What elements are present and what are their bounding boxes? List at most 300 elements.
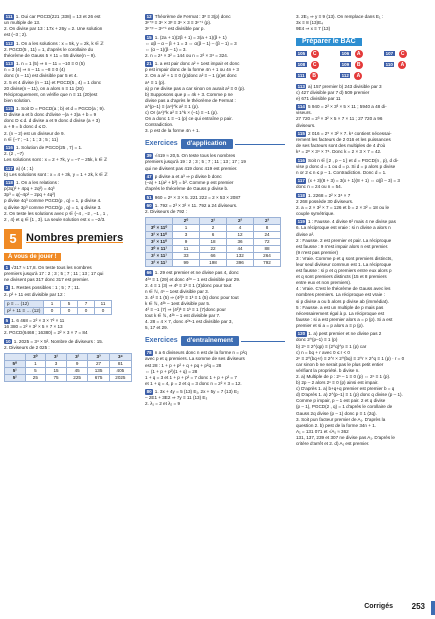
text-line: Soit n ∈ ⟦2 , p – 1⟧ et d = PGCD(n , p), d di- xyxy=(308,157,399,163)
table-row xyxy=(146,253,281,260)
text-line: donc (n – 11) est divisible par 5 et 4. xyxy=(4,73,78,79)
table-cell: 7 xyxy=(78,300,95,307)
text-line: question 2. b) pest de la forme 34n + 1. xyxy=(296,422,377,428)
text-line: 3 : Vraie. Comme p et q sont premiers distincts, xyxy=(296,255,393,261)
answer-letter-badge: A xyxy=(355,50,363,58)
text-line: 2. a = 2 × 3² × 7 = 126 et b = 2 × 3² = 18 ou le xyxy=(296,204,390,210)
text-line: rement les facteurs de 2 016 et les puissances xyxy=(296,137,391,143)
bac-answer xyxy=(340,72,384,80)
text-line: divise a². xyxy=(296,231,315,237)
exercise-number: 113 xyxy=(5,61,13,67)
text-line: 2. 5 et 4 divise (n – 11) et PGCD(5 , 4) = 1 donc xyxy=(4,79,102,85)
chapter-number-badge: 5 xyxy=(4,229,22,249)
text-line: 1. 792 = 2³ × 3² × 11. 792 a 24 diviseurs. xyxy=(154,202,238,208)
section-rule xyxy=(235,144,285,145)
exercise-number: 108 xyxy=(297,61,306,67)
answer-letter-badge: B xyxy=(310,72,318,80)
table-cell: 198 xyxy=(200,260,227,267)
exercise-3 xyxy=(4,285,132,297)
chapter-header xyxy=(4,229,132,249)
text-line: n ∈ ℕ, 4ⁿ – 1est divisible par 3. xyxy=(145,288,210,294)
text-line: 1. Soit D = PGCD(a ; b) et d = PGCD(a ; 9). xyxy=(16,106,105,112)
exercise-111 xyxy=(4,14,132,38)
table-cell: 5¹ xyxy=(5,368,26,375)
text-line: ne divisent pas 317 donc 317 est premier. xyxy=(4,277,90,283)
bac-answer xyxy=(340,61,384,69)
text-line: p est impair donc de la forme 4n + 1 ou 4n + 3 xyxy=(145,67,239,73)
table-cell: 3⁰ xyxy=(25,354,46,361)
text-line: c) Or (a⁴)^k a² ≡ 1^k × (–1) ≡ –1 (p). xyxy=(145,110,219,115)
exercise-78 xyxy=(145,350,285,387)
table-cell: 2³ xyxy=(254,218,281,225)
section-tab-vous-de-jouer: À vous de jouer ! xyxy=(4,253,61,261)
text-line: critère d'arrêt et 2. d) A₁ est premier. xyxy=(296,441,370,446)
text-line: 2 : Fausse. 2 est premier et pair. La réciproque xyxy=(296,237,392,243)
text-line: 3. 2E₃ ⇒ y ≡ 9 (13). On remplace dans E₁ : xyxy=(296,14,384,19)
page-footer xyxy=(0,601,435,615)
text-line: Gauss 2q divise (p – 1) donc p ≡ 1 (2q). xyxy=(296,410,377,416)
table-cell: 27 xyxy=(88,361,109,368)
exercise-15 xyxy=(145,35,285,59)
exercise-117-bac xyxy=(296,178,433,190)
table-cell: 72 xyxy=(254,239,281,246)
table-header-row xyxy=(5,354,132,361)
text-line: 5 : Fausse. a est un multiple de p mais pas xyxy=(296,304,384,310)
text-line: premier et si a = p alors a ≡ p (p). xyxy=(296,322,364,328)
text-line: e) 671 divisible par 11 xyxy=(296,95,341,101)
answer-letter-badge: C xyxy=(311,50,319,58)
text-line: 1. (2a + 1)(2β + 1) = 3(a + 1)(β + 1) xyxy=(154,34,227,40)
exercise-113-bac xyxy=(296,84,433,102)
table-cell: 405 xyxy=(109,368,131,375)
table-cell: 24 xyxy=(254,232,281,239)
exercise-number: 3 xyxy=(5,285,9,291)
section-header-entrainement xyxy=(145,336,285,346)
bac-answer xyxy=(384,61,428,69)
exercise-66 xyxy=(145,270,285,331)
table-cell: 0 xyxy=(61,307,78,314)
table-cell: 2² xyxy=(227,218,254,225)
exercise-120-bac xyxy=(296,331,433,447)
text-line: b) Supposons que p = 4k + 3. Comme p ne xyxy=(145,91,233,97)
table-cell: 396 xyxy=(227,260,254,267)
text-line: 16 380 = 2² × 3² × 5 × 7 × 13 xyxy=(4,324,63,330)
text-line: √317 ≈ 17,8. On teste tous les nombres xyxy=(11,264,92,270)
text-line: 2. (n – 2) est un diviseur de 9. xyxy=(4,130,65,136)
text-line: est fausse : si p et q premiers entre eux alors p xyxy=(296,268,392,274)
exercise-47 xyxy=(145,174,285,192)
text-line: 5, 17 et 29. xyxy=(145,325,168,331)
exercise-51 xyxy=(145,195,285,201)
text-line: 3p³ = q(–4p² – 2pq + 4q²) xyxy=(4,192,56,198)
text-line: 1 + q = 3 et 1 + p + p² = 7 donc 1 + p + p² = 7 xyxy=(145,374,237,380)
exercise-number: 21 xyxy=(146,61,152,67)
text-line: 5 940 = 2² × 3³ × 5 × 11 ; 5940 a 48 di- xyxy=(308,104,387,110)
text-line: un multiple de 13. xyxy=(4,20,41,26)
text-line: √419 ≈ 20,5. On teste tous les nombres xyxy=(154,153,236,159)
table-row xyxy=(5,375,132,382)
text-line: b) Les solutions sont : x = 4 + 3k, y = 1 + 2k, k ∈ ℤ xyxy=(4,171,108,177)
exercise-119-bac xyxy=(296,219,433,329)
table-cell: 3¹ × 11¹ xyxy=(146,253,173,260)
text-line: entre eux et non premiers). xyxy=(296,280,352,286)
text-line: n = 3 (4) ⇒ n – 11 = –8 ≡ 0 (4) xyxy=(4,67,66,73)
table-cell: 5⁰ xyxy=(5,361,26,368)
text-line: est (–3 ; 2). xyxy=(4,32,28,38)
exercise-1 xyxy=(4,265,132,283)
text-line: (9 n'est pas premier) xyxy=(296,249,338,255)
text-line: donc n = 24 ou n = 54. xyxy=(296,184,342,190)
text-line: 3ⁿ⁺ᵖ ≡ 3ⁿ × 3ᵖ ≡ 3ⁿ × 3 ≡ 3ⁿ⁺¹ (p). xyxy=(145,20,212,26)
text-line: 1. a) pest premier et ne divise pas 2 xyxy=(308,331,382,337)
text-line: Réciproquement, on vérifie que n ≡ 11 (20)est xyxy=(4,91,98,97)
footer-section-label: Corrigés xyxy=(364,603,393,610)
text-line: 2. λ₁ = 2 et λ₂ = 9 xyxy=(145,401,180,407)
text-line: 1 : Fausse. 4 divise 6² mais 4 ne divise pas xyxy=(308,219,396,225)
table-cell: 2025 xyxy=(109,375,131,382)
table-row xyxy=(5,368,132,375)
answer-letter-badge: C xyxy=(399,50,407,58)
text-line: Les solutions sont : x = 2 + 7k, y = –7 – 25k, k ∈ ℤ xyxy=(4,157,108,163)
table-cell: 3² × 11⁰ xyxy=(146,239,173,246)
table-cell: 22 xyxy=(200,246,227,253)
table-cell: 18 xyxy=(200,239,227,246)
text-line: 2 , 4} et q ∈ {1 , 3}. La seule solution est x = –2/3. xyxy=(4,216,106,222)
text-line: de ses facteurs sont des multiples de 4 d'où xyxy=(296,143,386,149)
exercise-number: 15 xyxy=(146,34,152,40)
text-line: 4 : Vraie. C'est le théorème de Gauss avec les xyxy=(296,286,391,292)
table-cell: 45 xyxy=(66,368,87,375)
exercise-39 xyxy=(145,153,285,171)
exercise-number: 118 xyxy=(297,192,305,198)
text-line: D divise a et b donc d'divise –(a + 3)a + b = 9 xyxy=(4,112,97,118)
text-line: 4² ≡ –1 (7) ⇒ (4²)ᵏ ≡ 1ᵏ ≡ 1 (7)donc pour xyxy=(145,306,226,312)
text-line: 2. (2 , –7) xyxy=(4,151,24,157)
exercise-118 xyxy=(4,180,132,223)
text-line: 3. p est de la forme 4n + 1. xyxy=(145,128,200,134)
answer-letter-badge: B xyxy=(355,61,363,69)
page-number: 253 xyxy=(411,602,425,611)
table-cell: 44 xyxy=(227,246,254,253)
text-line: a) (4 ; 1) xyxy=(16,165,34,171)
text-line: k⁴ = 2⁸ × 3⁴ × 7⁴. Donc k = 2 × 3 × 7 = 42. xyxy=(296,149,382,155)
text-line: premiers jusqu'à 19 : 2 ; 3 ; 5 ; 7 ; 11 ; 13 ; 17 ; 19 xyxy=(145,159,246,165)
text-line: On a donc 1 ≡ –1 (p) ce qui entraîne p pair. xyxy=(145,116,233,122)
text-line: 1. Restes possibles : 1 ; 5 ; 7 ; 11. xyxy=(11,285,81,291)
text-line: A₁ = 131 071 et √A₁ ≈ 362 xyxy=(296,428,349,434)
text-line: diviseurs. xyxy=(296,122,316,128)
section-label: Exercices xyxy=(145,337,178,345)
exercise-number: 115 xyxy=(5,106,13,112)
table-row xyxy=(146,260,281,267)
exercise-112 xyxy=(4,41,132,59)
section-header-application xyxy=(145,139,285,149)
table-cell: 11 xyxy=(95,300,112,307)
text-line: 2. n = 2⁴ × 3² = 144 ou n = 2² × 3⁴ = 324. xyxy=(145,52,229,58)
text-line: avec p et q premiers. La somme de ses diviseurs xyxy=(145,356,245,362)
text-line: divise pas a d'après le théorème de Fermat : xyxy=(145,97,236,103)
table-cell: 88 xyxy=(254,246,281,253)
table-cell: 264 xyxy=(254,253,281,260)
text-line: a⁴ ≡ 1 (p). xyxy=(145,79,166,85)
table-row xyxy=(146,225,281,232)
text-line: nécessairement égal à p. La réciproque est xyxy=(296,310,385,316)
table-cell: p ≡ … (12) xyxy=(5,300,44,307)
exercise-number: 47 xyxy=(146,173,152,179)
table-cell: 0 xyxy=(78,307,95,314)
section-tab-preparer-bac: Préparer le BAC xyxy=(296,38,362,46)
exercise-number: 107 xyxy=(385,50,394,56)
exercise-number: 117 xyxy=(297,178,305,184)
text-line: (–a) + 1(a² + b²) = b². Comme p est premier xyxy=(145,180,234,186)
exercise-60 xyxy=(145,203,285,215)
table-cell: 3² × 11¹ xyxy=(146,260,173,267)
text-line: qui ne divisent pas 419 donc 419 est premier. xyxy=(145,165,238,171)
exercise-number: 51 xyxy=(146,194,152,200)
table-cell: 1 xyxy=(25,361,46,368)
table-cell: 2⁰ xyxy=(173,218,200,225)
text-line: 1. 3x + 4y = 5 (13) E₁, 2x + 5y = 7 (13) E₂ xyxy=(154,389,239,395)
exercise-number: 116 xyxy=(297,157,305,163)
text-line: (x + 3)(8 + 3) = 3(x + 1)(8 + 1) ⇔ α(β – 3) = 3 xyxy=(308,178,400,184)
table-cell: 4 xyxy=(227,225,254,232)
table-cell: 792 xyxy=(254,260,281,267)
bac-answer xyxy=(340,50,384,58)
text-line: Contradiction. xyxy=(145,122,174,128)
text-line: p divise 4q³ comme PGCD(p , q) = 1, p divise 4. xyxy=(4,198,102,204)
table-cell: 2 xyxy=(200,225,227,232)
table-cell: 12 xyxy=(227,232,254,239)
exercise-116-bac xyxy=(296,158,433,176)
text-line: 1. 2025 = 3⁴ × 5². Nombre de diviseurs : 15. xyxy=(13,338,104,344)
text-line: 2. On divise par 13 : 17x + 26y = 2. Une solution xyxy=(4,26,103,32)
bac-answer xyxy=(296,50,340,58)
table-row xyxy=(146,239,281,246)
table-cell: 36 xyxy=(227,239,254,246)
text-line: 1. a est pair donc a² + 1est impair et donc xyxy=(154,61,240,67)
table-row xyxy=(5,300,112,307)
table-row xyxy=(5,307,112,314)
exercise-number: 12 xyxy=(146,14,152,19)
text-line: si p divise a ou b alors p divise ab (immédiat). xyxy=(296,298,389,304)
section-tab: d'application xyxy=(181,139,233,149)
text-line: a^(p–1) ≡ (a⁴)^k a² ≡ 1 (p). xyxy=(145,103,200,109)
text-line: a) p ne divise pas a car sinon on aurait a² ≡ 0 (p). xyxy=(145,85,246,91)
text-line: p(3q)² + 4pq + 2q²) = 4q³ xyxy=(4,186,55,192)
exercise-number: 80 xyxy=(146,389,152,395)
text-line: 131, 137, 239 et 307 ne divise pas A₁. D'après le xyxy=(296,434,395,440)
bac-answers-grid xyxy=(296,50,433,80)
exercise-number: 60 xyxy=(146,202,152,208)
text-line: – 2E1 + 3E2 ⇒ 7y ≡ 11 (13) E₃ xyxy=(145,395,208,401)
text-line: nombres premiers. La réciproque est vraie : xyxy=(296,292,385,298)
text-line: d'après le théorème de Gauss p divise b. xyxy=(145,186,229,192)
text-line: 4²⁸ ≡ 1 (29) et donc 4²⁸ – 1 est divisible par 29. xyxy=(145,276,241,282)
table-cell: 2¹ xyxy=(200,218,227,225)
exercise-116 xyxy=(4,145,132,163)
text-line: 2. PGCD(6468 ; 16380) = 2² × 3 × 7 = 84 xyxy=(4,330,88,336)
table-cell: 33 xyxy=(173,253,200,260)
text-line: n a 6 diviseurs donc n est de la forme n = p²q xyxy=(154,350,247,356)
text-line: car sinon b ne serait pas le plus petit entier xyxy=(296,361,384,367)
text-line: 4. 28 = 4 × 7, donc 4²⁸-1 est divisible par 3, xyxy=(145,319,233,325)
table-cell xyxy=(5,354,26,361)
answer-letter-badge: A xyxy=(398,61,406,69)
table-cell: 1 xyxy=(173,225,200,232)
exercise-number: 106 xyxy=(341,50,350,56)
exercise-number: 105 xyxy=(297,50,306,56)
text-line: donc D ≤ d. d divise a et 9 donc d divise (a + 3) xyxy=(4,118,100,124)
text-line: et 1 + q = 4, p = 2 et q = 3 donc n = 2² × 3 = 12. xyxy=(145,380,242,386)
table-cell: 132 xyxy=(227,253,254,260)
table-cell: 6 xyxy=(200,232,227,239)
text-line: 1. n = 1 (5) ⇒ n – 11 = –10 ≡ 0 (5) xyxy=(16,61,85,67)
table-cell: 5 xyxy=(25,368,46,375)
exercise-80-continued xyxy=(296,14,433,32)
text-line: ⇔ (α – 1)(β – 1) = 3. xyxy=(145,46,187,52)
table-cell: 3¹ xyxy=(46,354,67,361)
table-cell: 3 xyxy=(46,361,67,368)
text-line: premiers jusqu'à 17 : 2 ; 3 ; 5 ; 7 ; 11 ; 13 ; 17 qui xyxy=(4,270,104,276)
text-line: 2. Diviseurs de 2 025 : xyxy=(4,344,50,350)
exercise-5 xyxy=(4,318,132,336)
column-left xyxy=(4,14,132,385)
exercise-number: 113 xyxy=(297,83,305,89)
text-line: ⇔ αβ – α – β + 1 = 3 ⇔ α(β – 1) – (β – 1) = 3 xyxy=(145,40,237,46)
text-line: 1. On a les relations : xyxy=(16,180,60,186)
column-right xyxy=(296,14,433,449)
text-line: leur seul diviseur commun est 1. La réciproque xyxy=(296,261,392,267)
text-line: q divise 3p³ comme PGCD(p , q) = 1, q divise 3. xyxy=(4,204,102,210)
table-cell: 5² xyxy=(5,375,26,382)
text-line: vérifiant la propriété. b divise n. xyxy=(296,367,360,373)
section-rule xyxy=(241,341,285,342)
table-cell: 3 xyxy=(173,232,200,239)
answer-letter-badge: A xyxy=(354,72,362,80)
text-line: 2. On teste les solutions avec p ∈ {–4 , –2 , –1 , 1 , xyxy=(4,210,108,216)
table-cell: 3⁴ xyxy=(109,354,131,361)
table-divisors-2025 xyxy=(4,353,132,382)
text-line: n or 2 ≤ n ≤ p – 1. Contradiction. Donc d = 1. xyxy=(296,169,387,175)
table-cell: 0 xyxy=(44,307,61,314)
exercise-number: 116 xyxy=(5,145,13,151)
bac-answer xyxy=(296,61,340,69)
text-line: 1. 29 est premier et ne divise pas 4, donc xyxy=(154,270,239,276)
exercise-number: 110 xyxy=(385,61,393,67)
table-row xyxy=(146,232,281,239)
exercise-number: 39 xyxy=(146,153,152,159)
table-remainders xyxy=(4,300,112,315)
text-line: d) D'après 1. a) 2^(p–1) ≡ 1 (p) donc q divise (p – 1). xyxy=(296,392,403,398)
text-line: 3. 4² ≡ 1 (5) ⇒ (4²)ᵏ ≡ 1ᵏ ≡ 1 (5) donc pour tout xyxy=(145,294,239,300)
exercise-115-bac xyxy=(296,131,433,155)
text-line: Comme p impair, p – 1 est pair. 2 et q divise xyxy=(296,398,386,404)
text-line: tout k ∈ ℕ, 4²ᵏ – 1 est divisible par 7. xyxy=(145,313,221,319)
text-line: c) D'après 1. a) b+q+q premier est premier b = q xyxy=(296,386,395,392)
bac-answer xyxy=(384,50,428,58)
text-line: b) 2p – 2 alors 2ⁿ ≡ 0 (p) ainsi est impair. xyxy=(296,380,379,386)
answer-letter-badge: C xyxy=(311,61,319,69)
exercise-number: 1 xyxy=(5,264,9,270)
text-line: a) 157 premier b) 243 divisible par 3 xyxy=(308,83,382,89)
section-label: Exercices xyxy=(145,140,178,148)
bac-answer xyxy=(296,72,340,80)
table-cell: 3⁰ × 11¹ xyxy=(146,246,173,253)
text-line: a + 9 = b donc d ≤ D. xyxy=(4,124,47,130)
chapter-title: Nombres premiers xyxy=(26,231,124,244)
text-line: 2 016 = 2⁵ × 3² × 7. k⁴ contient nécessai- xyxy=(308,130,392,136)
exercise-number: 119 xyxy=(297,219,305,225)
exercise-114-bac xyxy=(296,104,433,128)
text-line: ⇔ (1 + p + p²)(1 + q) = 28 xyxy=(145,368,198,374)
text-line: vise p donc d = 1 ou d = p. Si d = p alors p divise xyxy=(296,163,396,169)
text-line: théorème de Gauss 5 × 11 = 55 divise(n – 9). xyxy=(4,52,97,58)
table-cell: 3³ xyxy=(88,354,109,361)
text-line: et q sont premiers distincts (15 et 8 premiers xyxy=(296,274,387,280)
table-cell xyxy=(146,218,173,225)
text-line: 2 268 possède 30 diviseurs. xyxy=(296,198,354,204)
table-row xyxy=(146,246,281,253)
table-cell: 8 xyxy=(254,225,281,232)
exercise-number: 109 xyxy=(341,61,350,67)
table-cell: 25 xyxy=(25,375,46,382)
exercise-21 xyxy=(145,61,285,134)
exercise-118-bac xyxy=(296,193,433,217)
text-line: 960 = 2⁶ × 3 × 5. 221 222 = 2 × 53 × 2087 xyxy=(154,194,241,200)
exercise-number: 10 xyxy=(5,338,11,344)
text-line: 2ⁿ ≡ 2^(bq+r) ≡ 2^r × 2^(bq) ≡ 2^r × 2^q ≡ 1 (p) · r = 0 xyxy=(296,355,405,361)
text-line: fausse : si a est premier alors a = p (p). Si a est xyxy=(296,316,393,322)
table-cell: 3² xyxy=(66,354,87,361)
table-cell: 81 xyxy=(109,361,131,368)
text-line: n ∈ {–7 ; –1 ; 1 ; 3 ; 5 ; 11} xyxy=(4,136,58,142)
exercise-number: 5 xyxy=(5,317,9,323)
table-cell: 1 xyxy=(44,300,61,307)
text-line: 2. p² + 11 est divisible par 12 : xyxy=(4,291,66,297)
table-cell: 9 xyxy=(173,239,200,246)
text-line: 6. La réciproque est vraie : si n divise a alors n xyxy=(296,225,391,231)
table-cell: 75 xyxy=(46,375,67,382)
text-line: 3x ≡ 8 (13)E₄ xyxy=(296,20,324,26)
text-line: 3. Soit pun facteur premier de A₁. D'après la xyxy=(296,416,386,422)
text-line: 1. On a les solutions : x = 5k, y = 2k, k ∈ ℤ xyxy=(16,40,104,46)
exercise-number: 118 xyxy=(5,180,13,186)
column-middle xyxy=(145,14,285,410)
text-line: 1. Oui car PGCD(221 ;338) = 13 et 26 est xyxy=(15,14,101,19)
exercise-number: 114 xyxy=(297,104,305,110)
text-line: 2. On a a² + 1 ≡ 0 (p)donc a² ≡ – 1 (p)et donc xyxy=(145,73,237,79)
table-cell: 675 xyxy=(88,375,109,382)
table-cell: 99 xyxy=(173,260,200,267)
text-line: est 28 : 1 + p + p² + q + pq + p²q = 28 xyxy=(145,362,222,368)
table-cell: 5 xyxy=(61,300,78,307)
exercise-number: 117 xyxy=(5,165,13,171)
exercise-number: 112 xyxy=(341,72,349,78)
exercise-number: 66 xyxy=(146,270,152,276)
exercise-number: 112 xyxy=(5,40,13,46)
text-line: bien solution. xyxy=(4,97,32,103)
table-cell: 9 xyxy=(66,361,87,368)
exercise-12 xyxy=(145,14,285,32)
exercise-number: 78 xyxy=(146,350,152,356)
text-line: 2. PGCD(5 , 11) = 1, d'après le corollaire du xyxy=(4,46,94,52)
text-line: 2. Diviseurs de 792 : xyxy=(145,209,187,215)
text-line: 3ⁿ⁺ᵖ – 3ⁿ⁺¹ est divisible par p. xyxy=(145,26,205,32)
table-cell: 3⁰ × 11⁰ xyxy=(146,225,173,232)
text-line: p divise a et a³ ⇒ p divise b donc xyxy=(154,173,222,179)
exercise-117 xyxy=(4,166,132,178)
table-cell: 66 xyxy=(200,253,227,260)
